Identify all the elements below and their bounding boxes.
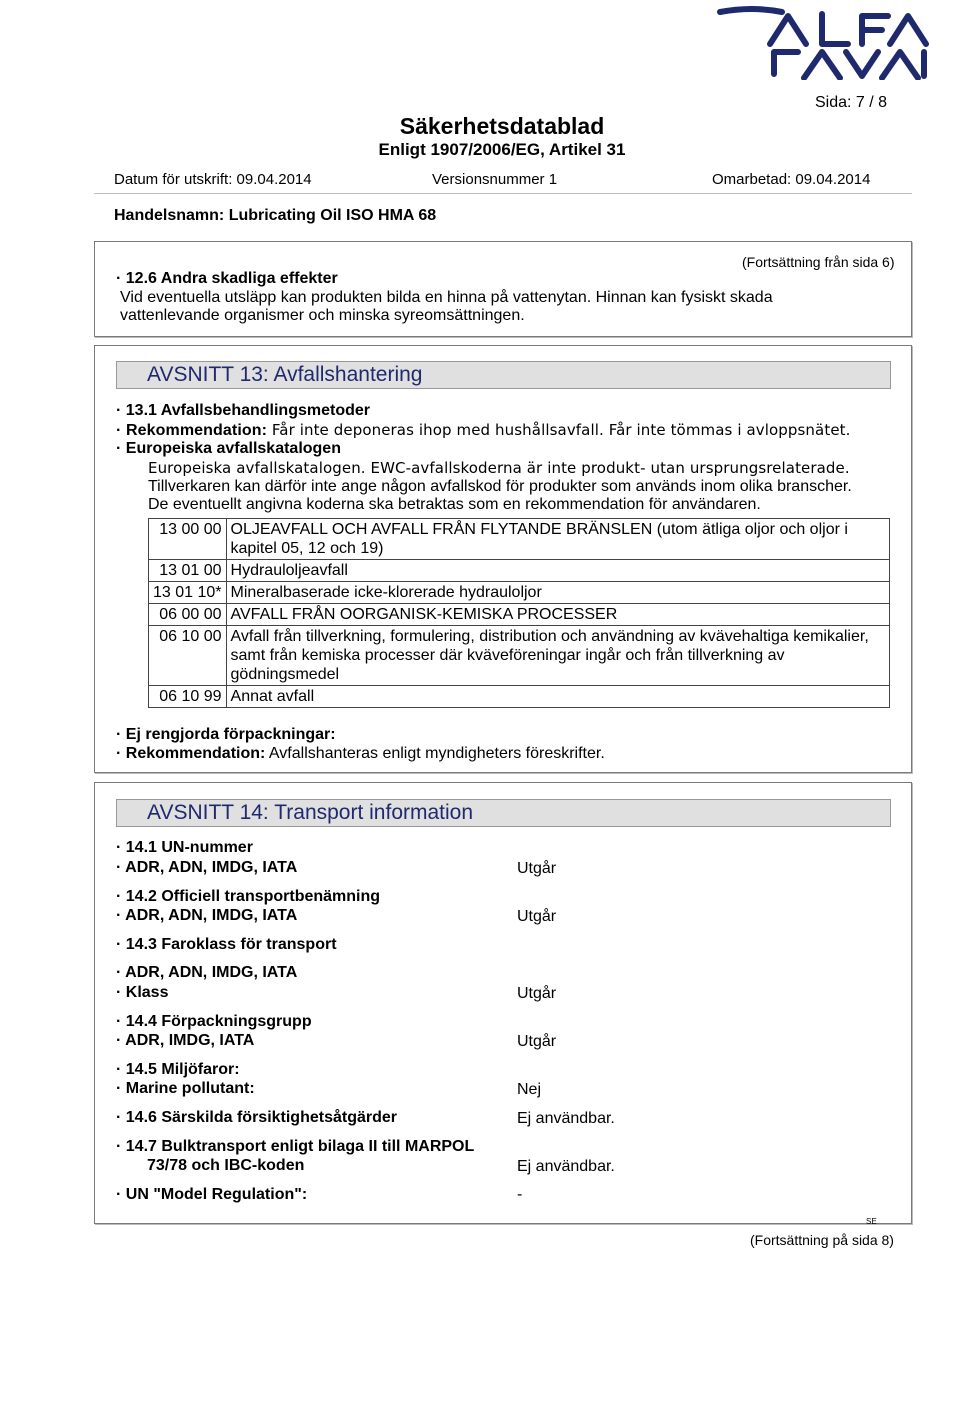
waste-description: Mineralbaserade icke-klorerade hydrauloljor [226, 582, 889, 604]
heading-14-4: · 14.4 Förpackningsgrupp [116, 1013, 312, 1030]
document-subtitle: Enligt 1907/2006/EG, Artikel 31 [378, 140, 626, 159]
heading-14-7-line1: · 14.7 Bulktransport enligt bilaga II till MARPOL [116, 1138, 475, 1155]
recommendation-label: · Rekommendation: [116, 745, 266, 762]
recommendation-packaging [116, 745, 605, 763]
section13-header [116, 361, 891, 389]
waste-description: OLJEAVFALL OCH AVFALL FRÅN FLYTANDE BRÄNSLEN (utom ätliga oljor och oljor i kapitel 05, 12 och 19) [226, 519, 889, 560]
heading-14-2: · 14.2 Officiell transportbenämning [116, 888, 381, 905]
heading-12-6: · 12.6 Andra skadliga effekter [116, 270, 338, 287]
transport-mode-label: · ADR, ADN, IMDG, IATA [116, 964, 298, 981]
continued-from: (Fortsättning från sida 6) [742, 254, 895, 270]
shipping-name-value: Utgår [517, 908, 557, 925]
waste-code: 06 10 99 [149, 686, 227, 708]
waste-code: 13 01 00 [149, 560, 227, 582]
heading-14-5: · 14.5 Miljöfaror: [116, 1061, 240, 1078]
marine-pollutant-label: · Marine pollutant: [116, 1080, 255, 1097]
eu-text-line3: De eventuellt angivna koderna ska betraktas som en rekommendation för användaren. [148, 496, 761, 513]
eu-text-line2: Tillverkaren kan därför inte ange någon avfallskod för produkter som används inom olika branscher. [148, 478, 852, 495]
bulk-transport-value: Ej användbar. [517, 1158, 615, 1175]
waste-code-table [148, 518, 890, 708]
header-rule [94, 193, 912, 194]
recommendation-text: Får inte deponeras ihop med hushållsavfall. Får inte tömmas i avloppsnätet. [271, 421, 851, 439]
table-row [149, 560, 890, 582]
unclean-packaging-label: · Ej rengjorda förpackningar: [116, 726, 336, 743]
un-model-regulation-value: - [517, 1186, 523, 1203]
section13-title: AVSNITT 13: Avfallshantering [147, 363, 423, 386]
heading-eu-catalog: · Europeiska avfallskatalogen [116, 440, 341, 457]
hazard-class-value: Utgår [517, 985, 557, 1002]
recommendation-13 [116, 421, 851, 440]
version-number: Versionsnummer 1 [432, 171, 558, 188]
waste-code: 06 00 00 [149, 604, 227, 626]
trade-name: Handelsnamn: Lubricating Oil ISO HMA 68 [114, 207, 437, 224]
transport-mode-label: · ADR, IMDG, IATA [116, 1032, 255, 1049]
transport-mode-label: · ADR, ADN, IMDG, IATA [116, 859, 298, 876]
section14-title: AVSNITT 14: Transport information [147, 801, 474, 824]
document-title: Säkerhetsdatablad [399, 113, 605, 139]
page-number: Sida: 7 / 8 [815, 94, 888, 111]
waste-description: Annat avfall [226, 686, 889, 708]
heading-14-6: · 14.6 Särskilda försiktighetsåtgärder [116, 1109, 397, 1126]
heading-13-1: · 13.1 Avfallsbehandlingsmetoder [116, 402, 370, 419]
section14-header [116, 799, 891, 827]
waste-description: Avfall från tillverkning, formulering, distribution och användning av kvävehaltiga kemikalier, samt från kemiska processer där kväveföreningar ingår och från tillverkning av gödningsmedel [226, 626, 889, 686]
table-row [149, 686, 890, 708]
precautions-value: Ej användbar. [517, 1110, 615, 1127]
waste-description: AVFALL FRÅN OORGANISK-KEMISKA PROCESSER [226, 604, 889, 626]
packing-group-value: Utgår [517, 1033, 557, 1050]
un-model-regulation-label: · UN "Model Regulation": [116, 1186, 308, 1203]
table-row [149, 604, 890, 626]
table-row [149, 626, 890, 686]
print-date: Datum för utskrift: 09.04.2014 [114, 171, 312, 188]
class-label: · Klass [116, 984, 169, 1001]
heading-14-7-line2: 73/78 och IBC-koden [147, 1157, 305, 1174]
waste-description: Hydrauloljeavfall [226, 560, 889, 582]
alfa-laval-logo [712, 6, 934, 80]
waste-code: 13 00 00 [149, 519, 227, 560]
text-12-6-line1: Vid eventuella utsläpp kan produkten bilda en hinna på vattenytan. Hinnan kan fysiskt skada [120, 289, 773, 306]
marine-pollutant-value: Nej [517, 1081, 542, 1098]
un-number-value: Utgår [517, 860, 557, 877]
text-12-6-line2: vattenlevande organismer och minska syreomsättningen. [120, 307, 525, 324]
eu-text-line1: Europeiska avfallskatalogen. EWC-avfallskoderna är inte produkt- utan ursprungsrelaterade. [148, 459, 850, 477]
recommendation-label: · Rekommendation: [116, 422, 268, 439]
waste-code: 13 01 10* [149, 582, 227, 604]
heading-14-3: · 14.3 Faroklass för transport [116, 936, 337, 953]
heading-14-1: · 14.1 UN-nummer [116, 839, 253, 856]
country-code: SE [866, 1217, 877, 1226]
continued-to: (Fortsättning på sida 8) [750, 1232, 894, 1248]
table-row [149, 582, 890, 604]
waste-code: 06 10 00 [149, 626, 227, 686]
transport-mode-label: · ADR, ADN, IMDG, IATA [116, 907, 298, 924]
recommendation-text: Avfallshanteras enligt myndigheters föreskrifter. [268, 745, 605, 762]
table-row [149, 519, 890, 560]
revised-date: Omarbetad: 09.04.2014 [712, 171, 871, 188]
